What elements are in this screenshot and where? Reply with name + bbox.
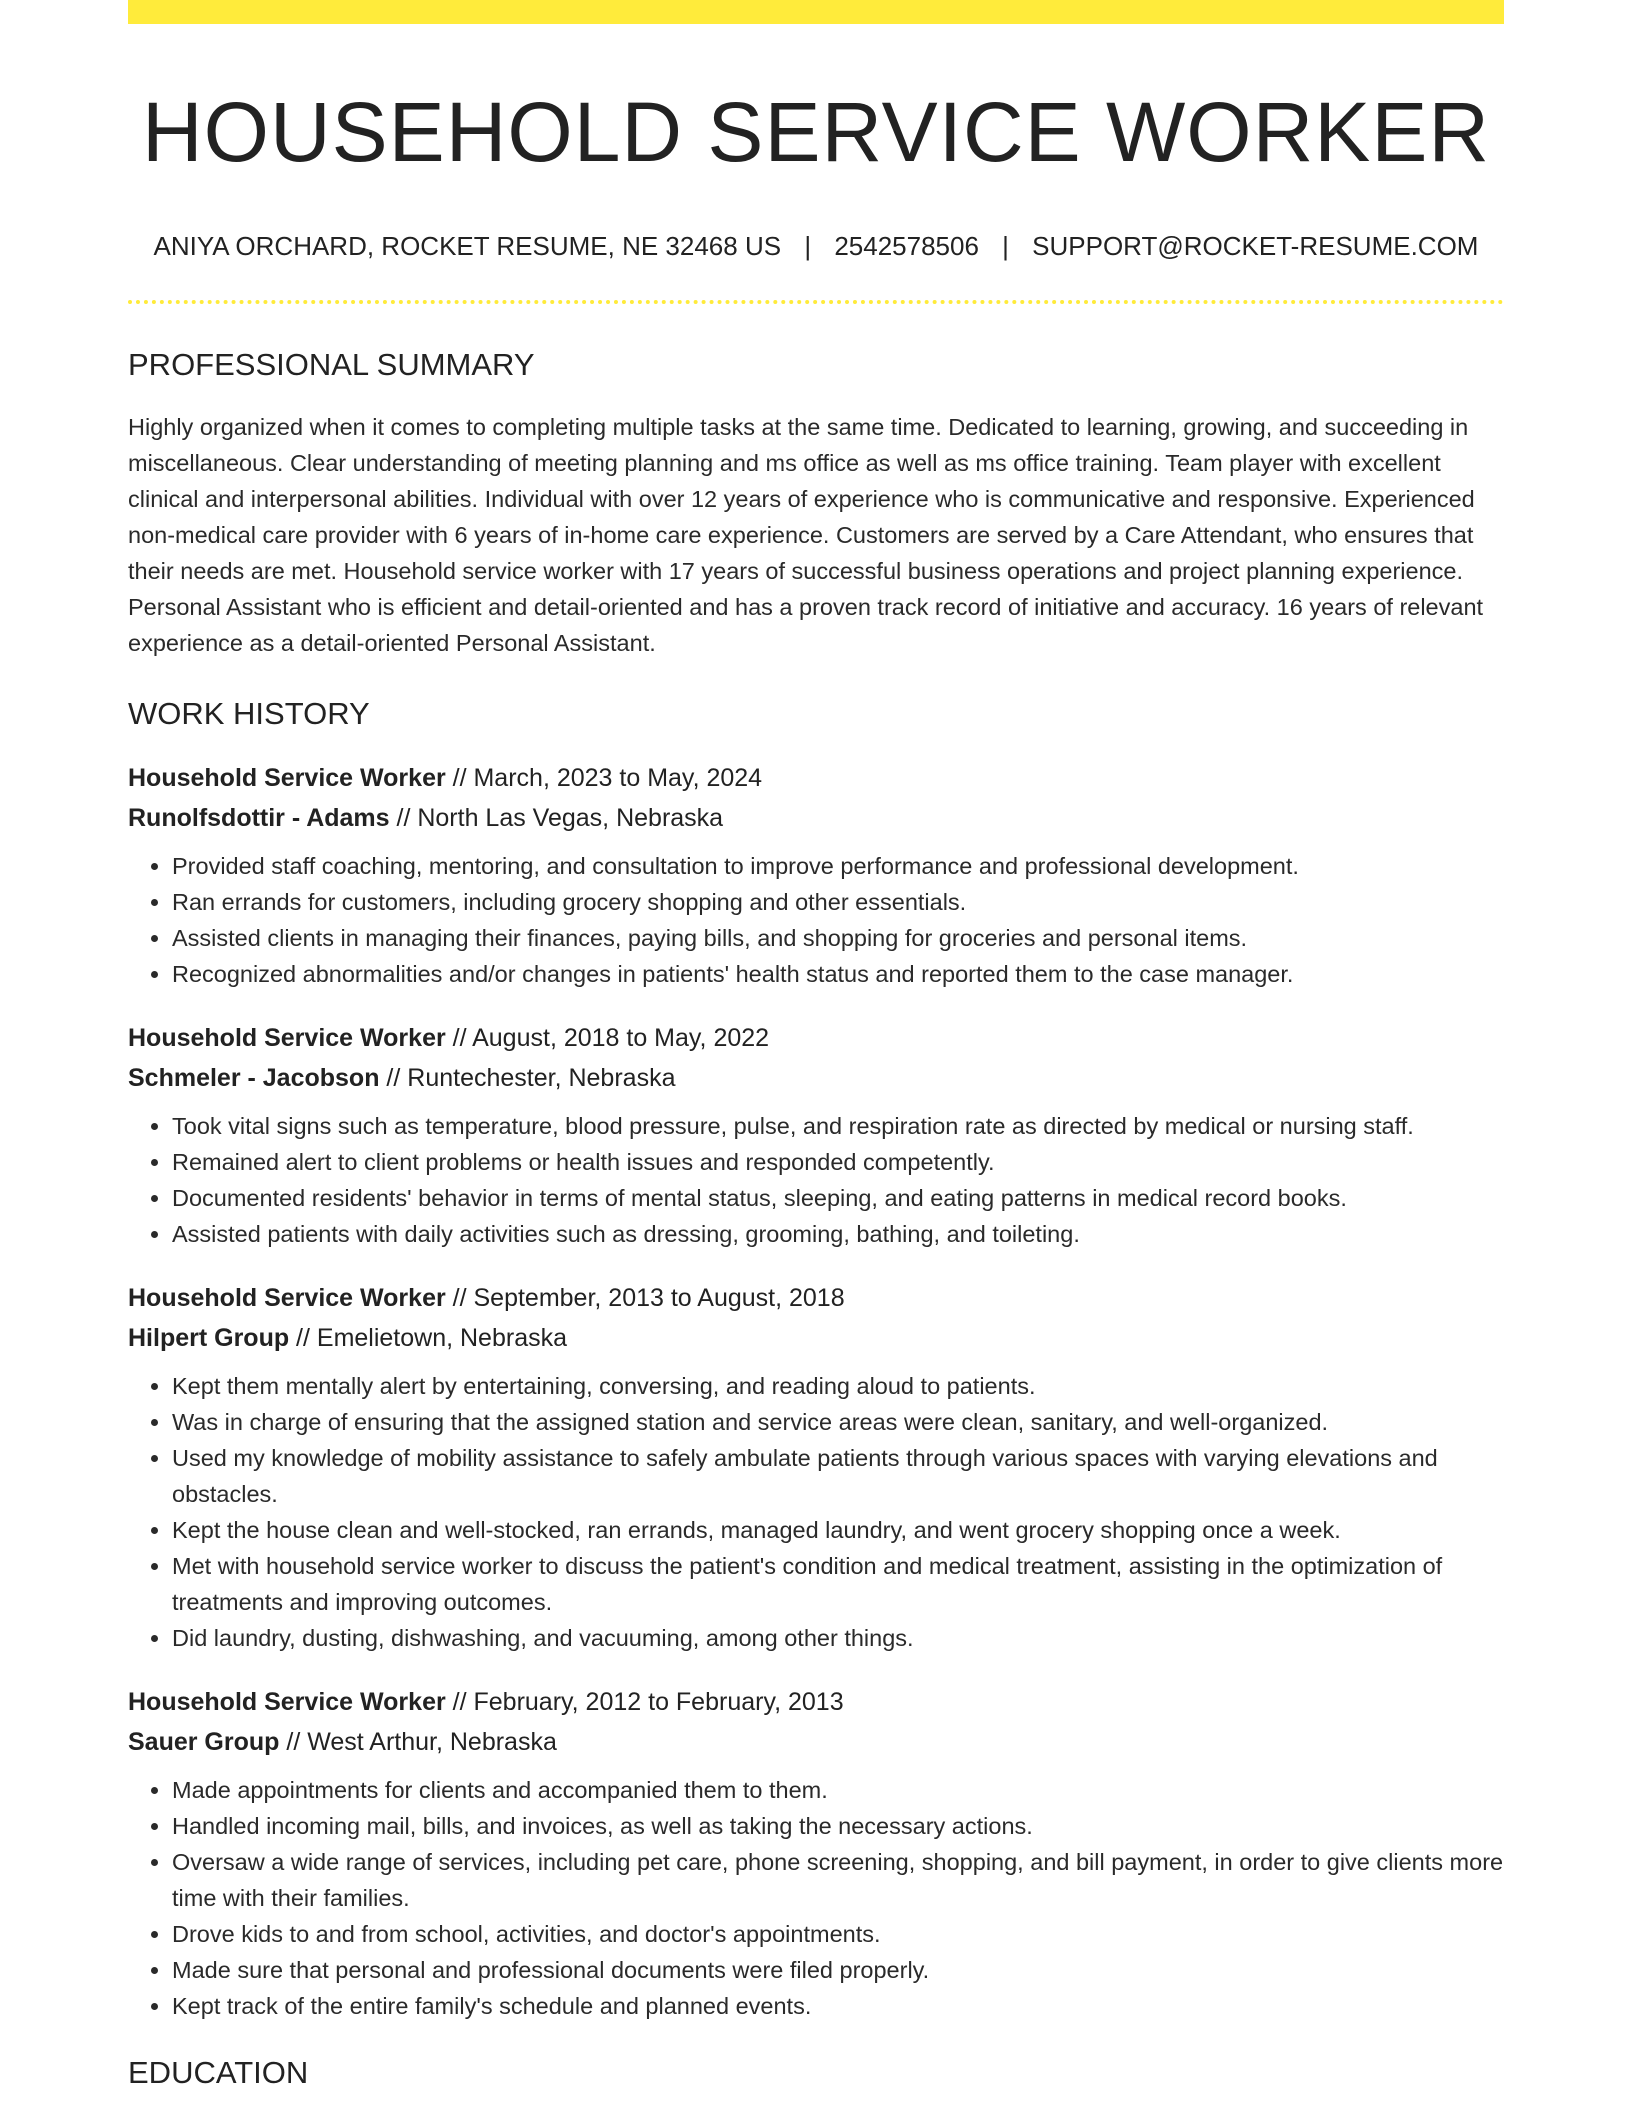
job-location: // Emelietown, Nebraska <box>289 1323 568 1352</box>
job-dates: // August, 2018 to May, 2022 <box>445 1023 770 1052</box>
job-title-line <box>128 1278 1504 1318</box>
job-bullet: • Recognized abnormalities and/or changes in patients' health status and reported them to the case manager. <box>172 956 1504 992</box>
job-bullet: • Drove kids to and from school, activities, and doctor's appointments. <box>172 1916 1504 1952</box>
job-bullet: • Provided staff coaching, mentoring, and consultation to improve performance and professional development. <box>172 848 1504 884</box>
job-bullet: • Met with household service worker to discuss the patient's condition and medical treatment, assisting in the optimization of treatments and improving outcomes. <box>172 1548 1504 1620</box>
job-dates: // February, 2012 to February, 2013 <box>445 1687 844 1716</box>
job-bullet: • Used my knowledge of mobility assistance to safely ambulate patients through various spaces with varying elevations and obstacles. <box>172 1440 1504 1512</box>
job-bullet: • Oversaw a wide range of services, including pet care, phone screening, shopping, and bill payment, in order to give clients more time with their families. <box>172 1844 1504 1916</box>
summary-text: Highly organized when it comes to completing multiple tasks at the same time. Dedicated to learning, growing, and succeeding in miscellaneous. Clear understanding of meeting planning and ms office as well as ms office training. Team player with excellent clinical and interpersonal abilities. Individual with over 12 years of experience who is communicative and responsive. Experienced non-medical care provider with 6 years of in-home care experience. Customers are served by a Care Attendant, who ensures that their needs are met. Household service worker with 17 years of successful business operations and project planning experience. Personal Assistant who is efficient and detail-oriented and has a proven track record of initiative and accuracy. 16 years of relevant experience as a detail-oriented Personal Assistant. <box>128 413 1484 656</box>
job-role: Household Service Worker <box>128 1687 446 1716</box>
job-bullet: • Handled incoming mail, bills, and invoices, as well as taking the necessary actions. <box>172 1808 1504 1844</box>
job-bullet: • Remained alert to client problems or health issues and responded competently. <box>172 1144 1504 1180</box>
job-company-line <box>128 798 1504 838</box>
job-bullet: • Did laundry, dusting, dishwashing, and vacuuming, among other things. <box>172 1620 1504 1656</box>
job-entry <box>128 1278 1504 1656</box>
job-role: Household Service Worker <box>128 1283 446 1312</box>
job-title-line <box>128 758 1504 798</box>
accent-bar <box>128 0 1504 24</box>
job-entry <box>128 758 1504 992</box>
job-role: Household Service Worker <box>128 1023 446 1052</box>
job-company-line <box>128 1058 1504 1098</box>
resume-title: HOUSEHOLD SERVICE WORKER <box>141 85 1491 179</box>
job-company: Sauer Group <box>128 1727 280 1756</box>
job-bullet: • Made sure that personal and professional documents were filed properly. <box>172 1952 1504 1988</box>
job-bullet: • Was in charge of ensuring that the assigned station and service areas were clean, sanitary, and well-organized. <box>172 1404 1504 1440</box>
job-dates: // March, 2023 to May, 2024 <box>445 763 763 792</box>
job-bullet: • Documented residents' behavior in terms of mental status, sleeping, and eating patterns in medical record books. <box>172 1180 1504 1216</box>
job-company-line <box>128 1318 1504 1358</box>
job-bullet: • Assisted patients with daily activities such as dressing, grooming, bathing, and toileting. <box>172 1216 1504 1252</box>
dotted-divider <box>128 300 1504 304</box>
job-bullet: • Kept track of the entire family's schedule and planned events. <box>172 1988 1504 2024</box>
job-company-line <box>128 1722 1504 1762</box>
summary-heading: PROFESSIONAL SUMMARY <box>128 346 535 382</box>
resume-page <box>128 0 1504 2117</box>
job-bullets <box>128 1772 1504 2024</box>
job-entry <box>128 1682 1504 2024</box>
job-role: Household Service Worker <box>128 763 446 792</box>
job-bullets <box>128 1368 1504 1656</box>
job-location: // North Las Vegas, Nebraska <box>389 803 724 832</box>
contact-address: ANIYA ORCHARD, ROCKET RESUME, NE 32468 US <box>153 230 782 261</box>
contact-phone: 2542578506 <box>834 230 979 261</box>
job-bullet: • Ran errands for customers, including grocery shopping and other essentials. <box>172 884 1504 920</box>
job-company: Runolfsdottir - Adams <box>128 803 390 832</box>
contact-line <box>128 231 1504 262</box>
job-bullet: • Kept them mentally alert by entertaining, conversing, and reading aloud to patients. <box>172 1368 1504 1404</box>
job-company: Hilpert Group <box>128 1323 290 1352</box>
job-bullet: • Made appointments for clients and accompanied them to them. <box>172 1772 1504 1808</box>
job-company: Schmeler - Jacobson <box>128 1063 380 1092</box>
contact-email: SUPPORT@ROCKET-RESUME.COM <box>1032 230 1479 261</box>
job-bullets <box>128 848 1504 992</box>
work-history-heading: WORK HISTORY <box>128 695 370 731</box>
contact-separator: | <box>804 230 812 261</box>
job-title-line <box>128 1682 1504 1722</box>
job-dates: // September, 2013 to August, 2018 <box>445 1283 845 1312</box>
job-bullet: • Assisted clients in managing their finances, paying bills, and shopping for groceries and personal items. <box>172 920 1504 956</box>
job-bullets <box>128 1108 1504 1252</box>
job-bullet: • Took vital signs such as temperature, blood pressure, pulse, and respiration rate as directed by medical or nursing staff. <box>172 1108 1504 1144</box>
job-location: // West Arthur, Nebraska <box>279 1727 557 1756</box>
job-entry <box>128 1018 1504 1252</box>
contact-separator: | <box>1002 230 1009 261</box>
job-title-line <box>128 1018 1504 1058</box>
job-location: // Runtechester, Nebraska <box>379 1063 676 1092</box>
job-bullet: • Kept the house clean and well-stocked, ran errands, managed laundry, and went grocery shopping once a week. <box>172 1512 1504 1548</box>
education-heading: EDUCATION <box>128 2054 309 2090</box>
